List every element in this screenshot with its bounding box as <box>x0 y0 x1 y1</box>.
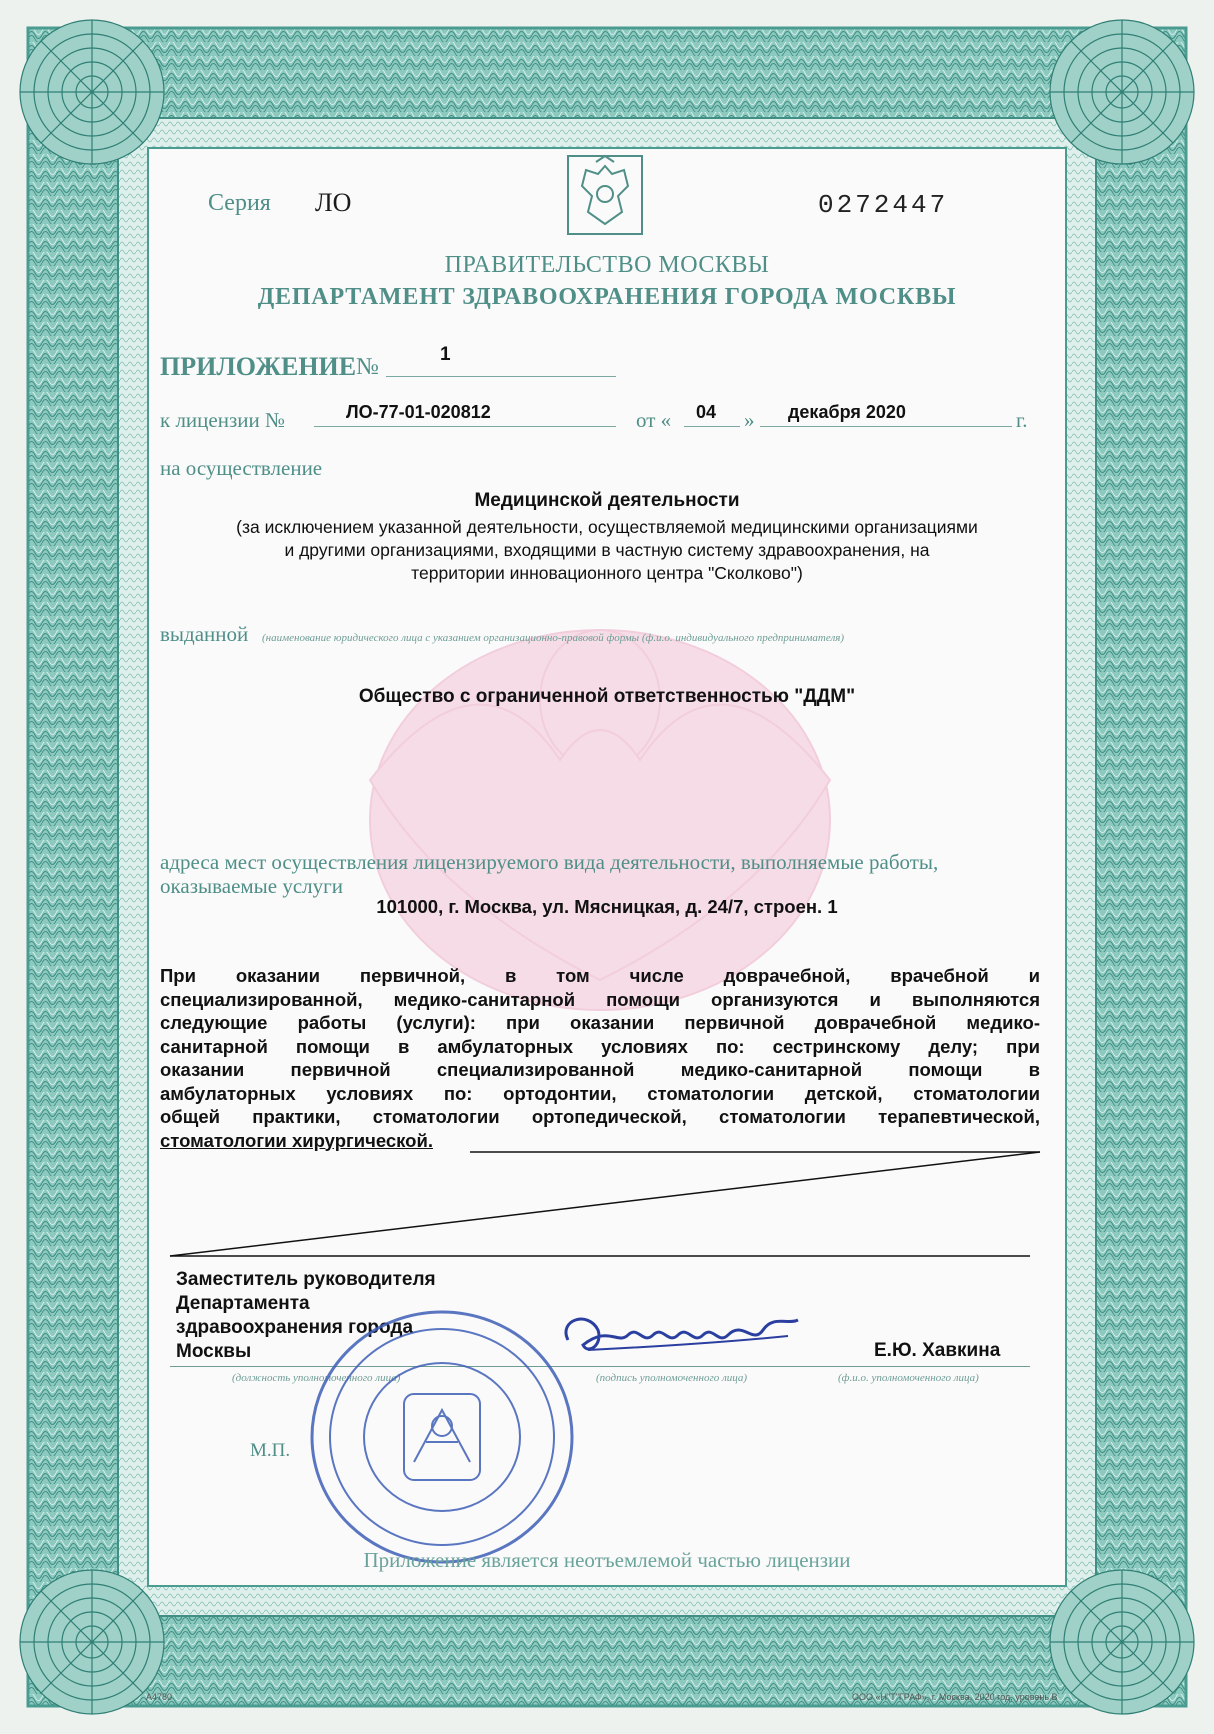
appendix-number-sign: № <box>356 354 379 380</box>
license-month-year: декабря 2020 <box>788 402 906 422</box>
stamp-place-label: М.П. <box>250 1440 291 1461</box>
series-value: ЛО <box>315 188 352 217</box>
activity-intro: на осуществление <box>160 456 323 480</box>
footer-note: Приложение является неотъемлемой частью лицензии <box>363 1548 851 1572</box>
signatory-position-line: здравоохранения города <box>176 1317 414 1338</box>
license-day: 04 <box>696 402 717 422</box>
license-number: ЛО-77-01-020812 <box>346 402 491 422</box>
works-line: стоматологии хирургической. <box>160 1129 433 1151</box>
department-title: ДЕПАРТАМЕНТ ЗДРАВООХРАНЕНИЯ ГОРОДА МОСКВЫ <box>257 284 957 310</box>
printer-info: ООО «Н"Т"ГРАФ», г. Москва, 2020 год, уровень В <box>852 1692 1058 1702</box>
signatory-position-line: Департамента <box>176 1293 310 1314</box>
works-line: специализированной, медико-санитарной помощи организуются и выполняются <box>160 988 1040 1010</box>
works-line: При оказании первичной, в том числе доврачебной, врачебной и <box>160 965 1040 986</box>
issued-label: выданной <box>160 622 249 646</box>
works-line: санитарной помощи в амбулаторных условиях по: сестринскому делу; при <box>160 1035 1040 1057</box>
activity-note-line: (за исключением указанной деятельности, осуществляемой медицинскими организациями <box>236 517 978 537</box>
caption-signature: (подпись уполномоченного лица) <box>596 1372 748 1384</box>
address-label-line1: адреса мест осуществления лицензируемого вида деятельности, выполняемые работы, <box>160 850 939 874</box>
activity-title: Медицинской деятельности <box>474 490 740 511</box>
activity-note-line: и другими организациями, входящими в частную систему здравоохранения, на <box>284 540 930 560</box>
activity-note <box>160 516 1054 585</box>
form-number: 0272447 <box>818 190 949 220</box>
license-number-underline <box>314 426 616 427</box>
issued-organization: Общество с ограниченной ответственностью "ДДМ" <box>358 686 856 707</box>
works-description <box>160 964 1040 1152</box>
works-line: оказании первичной специализированной медико-санитарной помощи в <box>160 1059 1040 1080</box>
form-code: А4780 <box>146 1692 173 1702</box>
handwritten-signature <box>548 1300 818 1380</box>
works-line: амбулаторных условиях по: ортодонтии, стоматологии детской, стоматологии <box>160 1082 1040 1104</box>
coat-of-arms-icon <box>562 152 648 238</box>
license-year-suffix: г. <box>1016 408 1028 432</box>
signatory-position-line: Заместитель руководителя <box>176 1269 436 1290</box>
address-label-line2: оказываемые услуги <box>160 874 344 898</box>
appendix-label: ПРИЛОЖЕНИЕ <box>160 352 357 381</box>
license-from-label: от « <box>636 408 672 432</box>
license-date-underline <box>760 426 1012 427</box>
appendix-number: 1 <box>440 344 451 365</box>
license-prefix: к лицензии № <box>160 408 286 432</box>
works-line: следующие работы (услуги): при оказании первичной доврачебной медико- <box>160 1012 1040 1033</box>
closing-diagonal-line <box>160 1150 1050 1260</box>
license-quote-close: » <box>744 408 755 432</box>
license-day-underline <box>684 426 740 427</box>
signatory-position-line: Москвы <box>176 1341 252 1362</box>
government-title: ПРАВИТЕЛЬСТВО МОСКВЫ <box>444 252 770 278</box>
caption-position: (должность уполномоченного лица) <box>232 1372 401 1384</box>
issued-caption: (наименование юридического лица с указанием организационно-правовой формы (ф.и.о. индивидуального предпринимателя) <box>262 632 845 644</box>
signatory-name: Е.Ю. Хавкина <box>874 1340 1001 1361</box>
address-value: 101000, г. Москва, ул. Мясницкая, д. 24/7, строен. 1 <box>376 896 838 917</box>
works-line: общей практики, стоматологии ортопедической, стоматологии терапевтической, <box>160 1106 1040 1127</box>
caption-name: (ф.и.о. уполномоченного лица) <box>838 1372 979 1384</box>
series-label: Серия <box>208 190 271 216</box>
official-seal <box>302 1302 582 1572</box>
appendix-number-underline <box>386 376 616 377</box>
activity-note-line: территории инновационного центра "Сколково") <box>411 563 803 583</box>
